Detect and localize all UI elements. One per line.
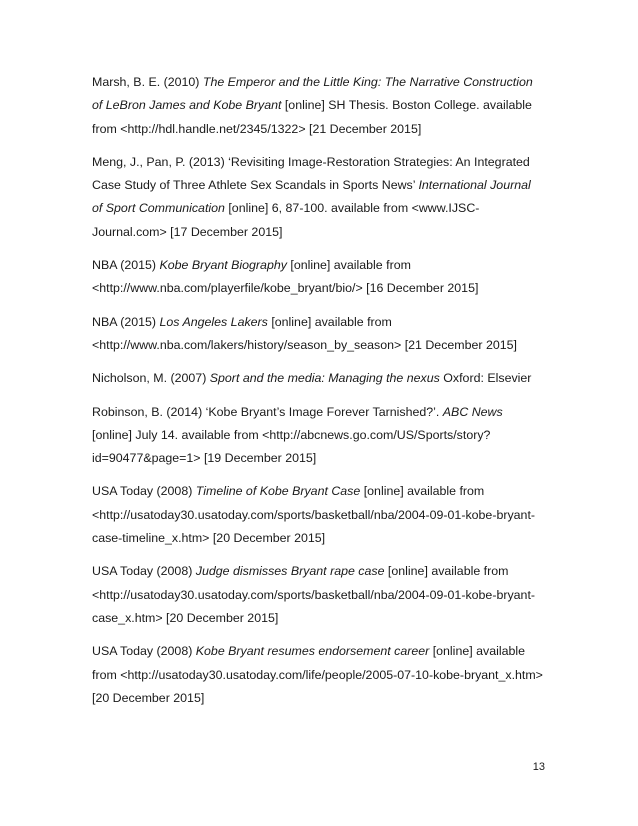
reference-entry <box>92 367 544 390</box>
reference-italic-title: ABC News <box>442 404 503 419</box>
reference-tail: Oxford: Elsevier <box>439 371 532 386</box>
reference-lead: NBA (2015) <box>92 258 160 273</box>
reference-entry <box>92 640 544 710</box>
reference-lead: USA Today (2008) <box>92 484 196 499</box>
reference-italic-title: International Journal of Sport Communication <box>92 178 531 216</box>
reference-entry <box>92 401 544 471</box>
reference-tail: [online] SH Thesis. Boston College. available from <http://hdl.handle.net/2345/1322> [21 December 2015] <box>92 98 532 136</box>
reference-entry <box>92 71 544 141</box>
reference-italic-title: The Emperor and the Little King: The Narrative Construction of LeBron James and Kobe Bryant <box>92 75 533 113</box>
reference-entry <box>92 151 544 244</box>
reference-lead: Meng, J., Pan, P. (2013) ‘Revisiting Image-Restoration Strategies: An Integrated Case Study of Three Athlete Sex Scandals in Sports News’ <box>92 154 530 193</box>
reference-italic-title: Kobe Bryant resumes endorsement career <box>195 644 430 659</box>
reference-tail: [online] available from <http://www.nba.com/lakers/history/season_by_season> [21 December 2015] <box>92 314 517 352</box>
reference-entry <box>92 254 544 301</box>
reference-entry <box>92 560 544 630</box>
reference-italic-title: Judge dismisses Bryant rape case <box>195 564 385 579</box>
reference-italic-title: Kobe Bryant Biography <box>159 258 287 273</box>
reference-lead: USA Today (2008) <box>92 644 196 659</box>
reference-lead: USA Today (2008) <box>92 564 196 579</box>
reference-italic-title: Sport and the media: Managing the nexus <box>209 371 440 386</box>
reference-tail: [online] available from <http://usatoday30.usatoday.com/sports/basketball/nba/2004-09-01-kobe-bryant-case-timeline_x.htm> [20 December 2015] <box>92 484 536 546</box>
reference-lead: Marsh, B. E. (2010) <box>92 75 203 89</box>
reference-lead: Nicholson, M. (2007) <box>92 371 210 386</box>
reference-tail: [online] available from <http://www.nba.com/playerfile/kobe_bryant/bio/> [16 December 2015] <box>92 258 479 296</box>
reference-lead: Robinson, B. (2014) ‘Kobe Bryant’s Image Forever Tarnished?’. <box>92 404 443 419</box>
reference-italic-title: Los Angeles Lakers <box>159 314 268 329</box>
reference-tail: [online] available from <http://usatoday30.usatoday.com/sports/basketball/nba/2004-09-01-kobe-bryant-case_x.htm> [20 December 2015] <box>92 564 536 625</box>
reference-entry <box>92 480 544 550</box>
reference-tail: [online] available from <http://usatoday30.usatoday.com/life/people/2005-07-10-kobe-bryant_x.htm> [20 December 2015] <box>92 644 543 705</box>
reference-lead: NBA (2015) <box>92 314 160 329</box>
reference-list <box>92 71 544 720</box>
reference-tail: [online] July 14. available from <http://abcnews.go.com/US/Sports/story?id=90477&page=1> [19 December 2015] <box>92 427 491 466</box>
reference-italic-title: Timeline of Kobe Bryant Case <box>195 484 361 499</box>
reference-entry <box>92 311 544 358</box>
reference-tail: [online] 6, 87-100. available from <www.IJSC-Journal.com> [17 December 2015] <box>92 201 480 239</box>
page-number: 13 <box>532 761 545 773</box>
